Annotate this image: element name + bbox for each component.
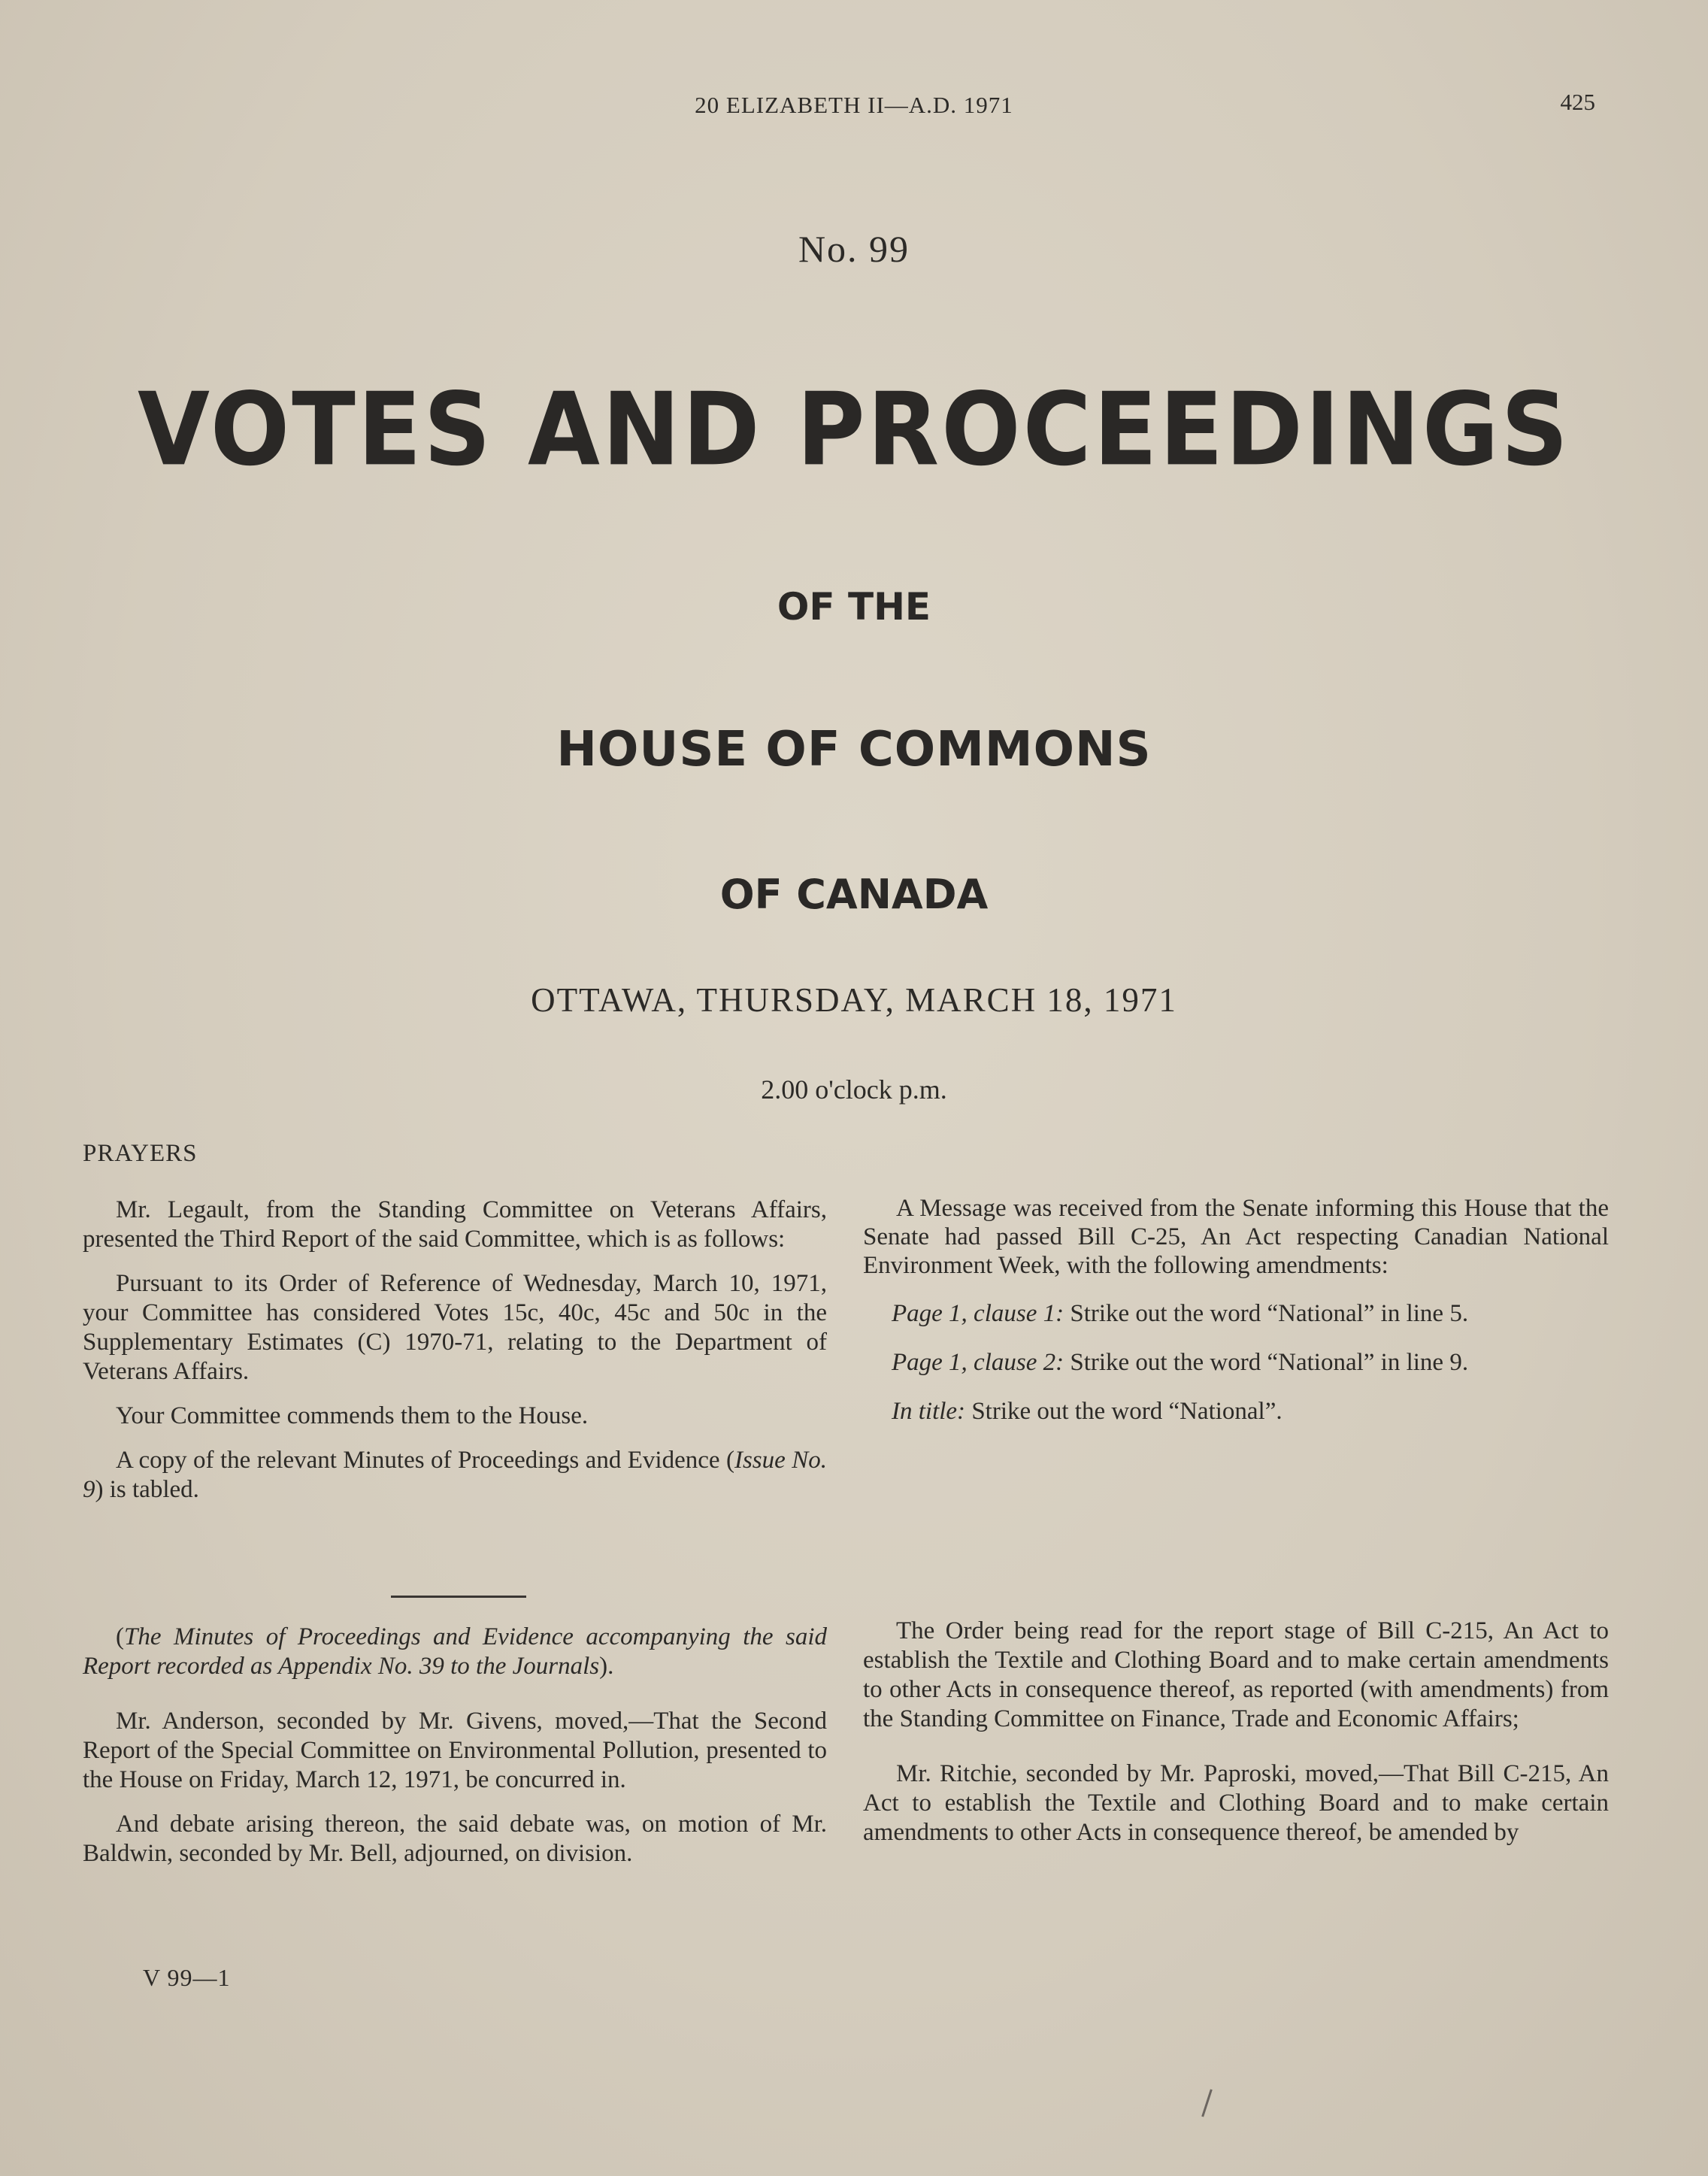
dateline: OTTAWA, THURSDAY, MARCH 18, 1971: [531, 981, 1177, 1019]
amendment-title: In title: Strike out the word “National”.: [892, 1398, 1283, 1425]
paragraph-order-of-reference: Pursuant to its Order of Reference of Wednesday, March 10, 1971, your Committee has considered Votes 15c, 40c, 45c and 50c in the Supplementary Estimates (C) 1970-71, relating to the Department of Veterans Affairs.: [83, 1270, 827, 1385]
prayers-heading: PRAYERS: [83, 1140, 198, 1167]
page-number: 425: [1560, 89, 1595, 115]
section-divider: [391, 1596, 526, 1598]
paragraph-anderson-motion: Mr. Anderson, seconded by Mr. Givens, moved,—That the Second Report of the Special Committee on Environmental Pollution, presented to the House on Friday, March 12, 1971, be concurred in.: [83, 1708, 827, 1793]
paragraph-report-stage: The Order being read for the report stage of Bill C-215, An Act to establish the Textile and Clothing Board and to make certain amendments to other Acts in consequence thereof, as reported (with amendments) from the Standing Committee on Finance, Trade and Economic Affairs;: [863, 1617, 1609, 1732]
amendment-clause-1: Page 1, clause 1: Strike out the word “National” in line 5.: [892, 1300, 1469, 1327]
left-column-upper: [83, 1196, 827, 1520]
running-head: 20 ELIZABETH II—A.D. 1971: [695, 92, 1013, 118]
paragraph-minutes-tabled: A copy of the relevant Minutes of Proceedings and Evidence (Issue No. 9) is tabled.: [83, 1447, 827, 1503]
folio-signature: V 99—1: [143, 1964, 231, 1991]
paragraph-senate-message: A Message was received from the Senate informing this House that the Senate had passed Bill C-25, An Act respecting Canadian National Environment Week, with the following amendments:: [863, 1195, 1609, 1279]
right-column-lower: [863, 1617, 1609, 1862]
paragraph-ritchie-motion: Mr. Ritchie, seconded by Mr. Paproski, moved,—That Bill C-215, An Act to establish the Textile and Clothing Board and to make certain amendments to other Acts in consequence thereof, be amended by: [863, 1760, 1609, 1846]
title-of-the: OF THE: [777, 585, 931, 629]
paper-scratch-mark: [1201, 2089, 1213, 2117]
issue-number: No. 99: [798, 228, 910, 270]
amendment-clause-2: Page 1, clause 2: Strike out the word “National” in line 9.: [892, 1349, 1469, 1376]
title-of-canada: OF CANADA: [719, 871, 989, 918]
paragraph-debate-adjourned: And debate arising thereon, the said debate was, on motion of Mr. Baldwin, seconded by Mr. Bell, adjourned, on division.: [83, 1811, 827, 1867]
paragraph-commends: Your Committee commends them to the House.: [116, 1402, 589, 1429]
paragraph-appendix-note: (The Minutes of Proceedings and Evidence accompanying the said Report recorded as Appendix No. 39 to the Journals).: [83, 1623, 827, 1680]
right-column-upper: [863, 1194, 1609, 1446]
document-title: VOTES AND PROCEEDINGS: [138, 371, 1570, 489]
title-house-of-commons: HOUSE OF COMMONS: [556, 722, 1152, 777]
left-column-lower: [83, 1623, 827, 1884]
sitting-time: 2.00 o'clock p.m.: [761, 1074, 947, 1105]
paragraph-committee-report: Mr. Legault, from the Standing Committee on Veterans Affairs, presented the Third Report of the said Committee, which is as follows:: [83, 1196, 827, 1253]
